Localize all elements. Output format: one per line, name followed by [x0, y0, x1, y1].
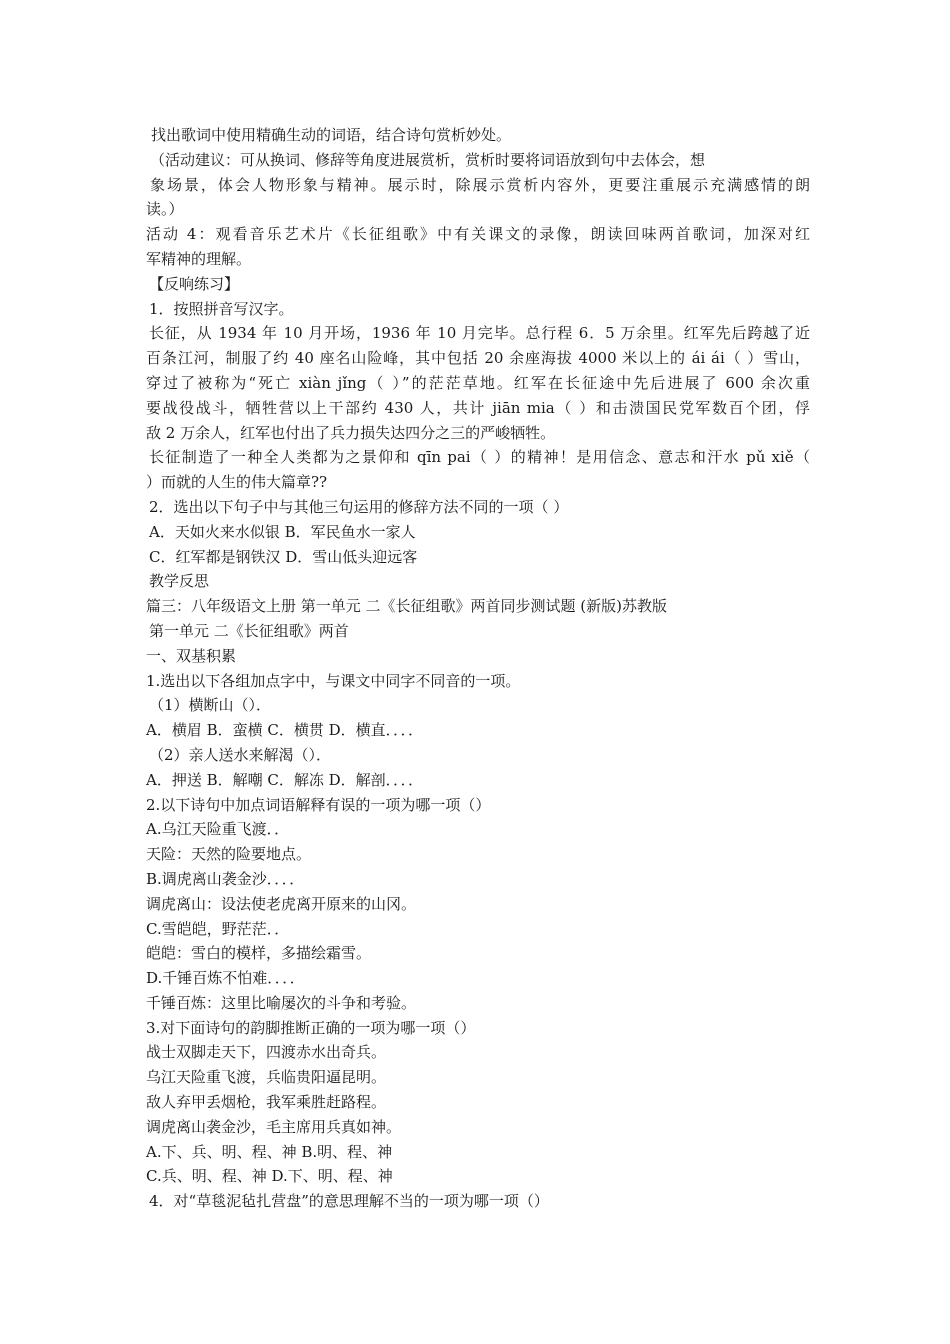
answer-options: A．天如火来水似银 B．军民鱼水一家人: [149, 522, 416, 541]
section-heading: 【反响练习】: [149, 274, 240, 293]
text-line: 百条江河，制服了约 40 座名山险峰，其中包括 20 余座海拔 4000 米以上的 ái ái（ ）雪山，: [146, 349, 810, 368]
text-line: ）而就的人生的伟大篇章??: [146, 473, 328, 492]
question-title: 2．选出以下句子中与其他三句运用的修辞方法不同的一项（ ）: [149, 497, 569, 516]
text-line: 长征制造了一种全人类都为之景仰和 qīn pai（ ）的精神！是用信念、意志和汗水 pǔ xiě（: [149, 448, 810, 467]
text-line: 敌 2 万余人，红军也付出了兵力损失达四分之三的严峻牺牲。: [146, 423, 556, 442]
answer-options: A.下、兵、明、程、神 B.明、程、神: [146, 1142, 393, 1161]
section-heading: 教学反思: [149, 572, 210, 591]
chapter-heading: 篇三：八年级语文上册 第一单元 二《长征组歌》两首同步测试题 (新版)苏教版: [146, 597, 668, 616]
text-line: （活动建议：可从换词、修辞等角度进展赏析，赏析时要将词语放到句中去体会，想: [150, 150, 706, 169]
option-line: C.雪皑皑，野茫茫．．: [146, 919, 290, 938]
explanation-line: 天险：天然的险要地点。: [146, 845, 312, 864]
text-line: 读。）: [146, 200, 184, 219]
answer-options: C．红军都是钢铁汉 D．雪山低头迎远客: [149, 547, 418, 566]
unit-title: 第一单元 二《长征组歌》两首: [149, 621, 349, 640]
answer-options: C.兵、明、程、神 D.下、明、程、神: [146, 1167, 393, 1186]
option-line: B.调虎离山袭金沙．．．．: [146, 869, 305, 888]
text-line: 长征，从 1934 年 10 月开场，1936 年 10 月完毕。总行程 6．5 万余里。红军先后跨越了近: [149, 324, 810, 343]
answer-options: A．横眉 B．蛮横 C．横贯 D．横直．．．．: [146, 721, 424, 740]
poem-line: 调虎离山袭金沙，毛主席用兵真如神。: [146, 1117, 402, 1136]
option-line: A.乌江天险重飞渡．．: [146, 820, 290, 839]
explanation-line: 皑皑：雪白的模样，多描绘霜雪。: [146, 944, 372, 963]
question-title: 3.对下面诗句的韵脚推断正确的一项为哪一项（）: [146, 1018, 476, 1037]
answer-options: A．押送 B．解嘲 C．解冻 D．解剖．．．．: [146, 770, 424, 789]
option-line: D.千锤百炼不怕难．．．．: [146, 969, 305, 988]
text-line: 穿过了被称为“死亡 xiàn jǐng（ ）”的茫茫草地。红军在长征途中先后进展了 600 余次重: [146, 373, 810, 392]
text-line: 军精神的理解。: [146, 249, 252, 268]
text-line: 找出歌词中使用精确生动的词语，结合诗句赏析妙处。: [151, 126, 512, 144]
sub-question: （2）亲人送水来解渴（）．: [149, 745, 332, 764]
poem-line: 敌人弃甲丢烟枪，我军乘胜赶路程。: [146, 1093, 387, 1112]
sub-question: （1）横断山（）．: [149, 696, 272, 715]
question-title: 4．对“草毯泥毡扎营盘”的意思理解不当的一项为哪一项（）: [149, 1192, 549, 1211]
explanation-line: 调虎离山：设法使老虎离开原来的山冈。: [146, 894, 417, 913]
section-heading: 一、双基积累: [146, 646, 237, 665]
question-title: 2.以下诗句中加点词语解释有误的一项为哪一项（）: [146, 795, 491, 814]
document-body: [146, 123, 810, 1214]
text-line: 象场景，体会人物形象与精神。展示时，除展示赏析内容外，更要注重展示充满感情的朗: [150, 175, 810, 194]
question-title: 1.选出以下各组加点字中，与课文中同字不同音的一项。: [146, 671, 521, 690]
question-title: 1．按照拼音写汉字。: [149, 299, 294, 318]
poem-line: 乌江天险重飞渡，兵临贵阳逼昆明。: [146, 1068, 387, 1087]
explanation-line: 千锤百炼：这里比喻屡次的斗争和考验。: [146, 993, 417, 1012]
text-line: 活动 4：观看音乐艺术片《长征组歌》中有关课文的录像，朗读回味两首歌词，加深对红: [146, 225, 810, 244]
text-line: 要战役战斗，牺牲营以上干部约 430 人，共计 jiān mia（ ）和击溃国民党军数百个团，俘: [146, 398, 810, 417]
poem-line: 战士双脚走天下，四渡赤水出奇兵。: [146, 1043, 387, 1062]
